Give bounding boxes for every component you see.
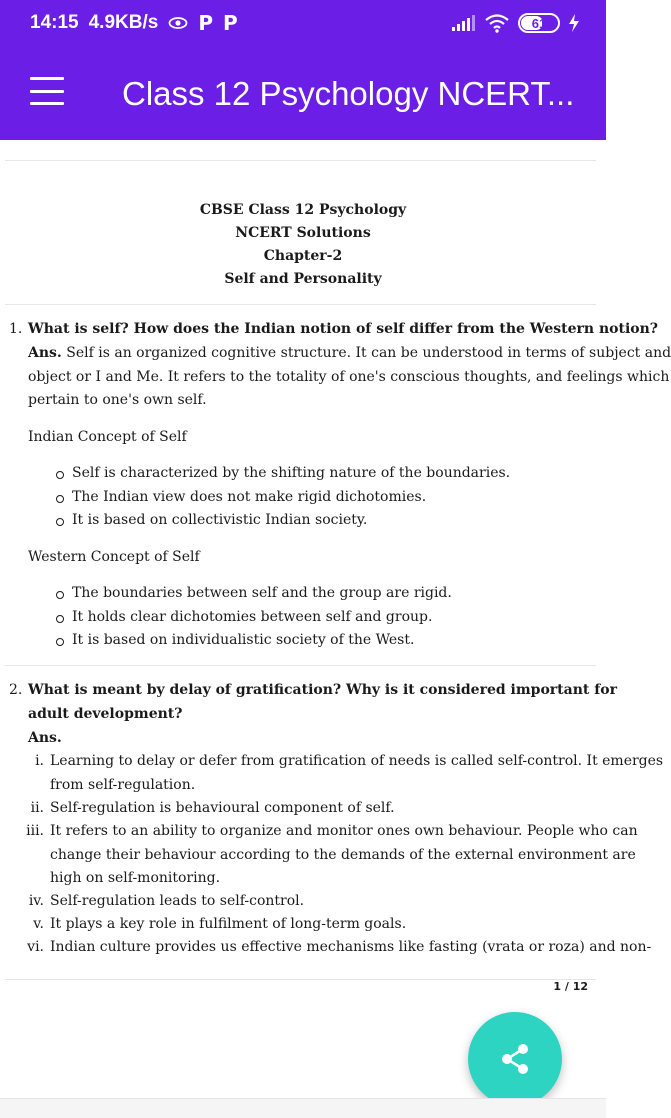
item-text: Self-regulation is behavioural component of self. [50,800,395,816]
item-text: change their behaviour according to the demands of the external environment are [50,847,636,863]
status-time: 14:15 [30,12,79,33]
header-line: NCERT Solutions [235,225,371,241]
status-right [450,10,580,36]
section-heading-indian: Indian Concept of Self [28,429,187,445]
list-item: The Indian view does not make rigid dichotomies. [56,486,510,510]
western-points-list [56,582,452,653]
item-number: i. [35,753,44,769]
app-bar [0,44,606,140]
share-icon [497,1041,533,1077]
page-indicator: 1 / 12 [553,980,588,993]
bottom-bar [0,1098,606,1118]
battery-icon [518,13,560,33]
status-bar [0,0,606,44]
list-item: It is based on individualistic society of the West. [56,629,452,653]
list-item: It is based on collectivistic Indian society. [56,509,510,533]
question-number: 2. [9,682,23,698]
question-number: 1. [9,321,23,337]
item-number: iv. [28,893,44,909]
question-text: What is meant by delay of gratification? Why is it considered important for [28,682,617,698]
header-line: Self and Personality [224,271,382,287]
section-heading-western: Western Concept of Self [28,549,200,565]
item-text: Learning to delay or defer from gratification of needs is called self-control. It emerges [50,753,664,769]
indian-points-list [56,462,510,533]
answer-label: Ans. [28,345,62,361]
header-line: CBSE Class 12 Psychology [199,202,407,218]
header-line: Chapter-2 [263,248,343,264]
item-number: ii. [30,800,44,816]
charging-icon [568,13,580,33]
list-item: It holds clear dichotomies between self and group. [56,606,452,630]
wifi-icon [484,13,510,33]
item-text: Indian culture provides us effective mechanisms like fasting (vrata or roza) and non- [50,939,652,955]
divider [5,665,596,666]
question-text: What is self? How does the Indian notion of self differ from the Western notion? [28,321,658,337]
divider [5,979,596,980]
status-speed: 4.9KB/s [88,12,159,33]
share-button[interactable] [468,1012,562,1106]
item-text: It plays a key role in fulfilment of long-term goals. [50,916,407,932]
item-number: v. [33,916,44,932]
item-text: It refers to an ability to organize and monitor ones own behaviour. People who can [50,823,638,839]
item-text: from self-regulation. [50,777,196,793]
battery-level: 61 [531,15,547,31]
answer-line: object or I and Me. It refers to the totality of one's conscious thoughts, and feelings which [28,369,670,385]
item-text: Self-regulation leads to self-control. [50,893,305,909]
document-header [0,199,606,291]
vpn-eye-icon [168,15,188,31]
notification-p-icon: P [198,11,213,35]
menu-icon[interactable] [30,77,64,105]
app-title: Class 12 Psychology NCERT... [122,75,575,112]
answer-text: Self is an organized cognitive structure. It can be understood in terms of subject and [61,345,671,361]
answer-line [28,342,671,366]
divider [5,160,596,161]
divider [5,304,596,305]
answer-label: Ans. [28,730,62,746]
status-left [30,10,238,36]
notification-p-icon: P [222,11,238,35]
item-text: high on self-monitoring. [50,870,221,886]
item-number: vi. [27,939,44,955]
question-text: adult development? [28,706,183,722]
answer-line: pertain to one's own self. [28,392,207,408]
pdf-page[interactable] [0,140,671,1118]
signal-icon [450,14,476,32]
list-item: The boundaries between self and the group are rigid. [56,582,452,606]
item-number: iii. [26,823,44,839]
list-item: Self is characterized by the shifting nature of the boundaries. [56,462,510,486]
